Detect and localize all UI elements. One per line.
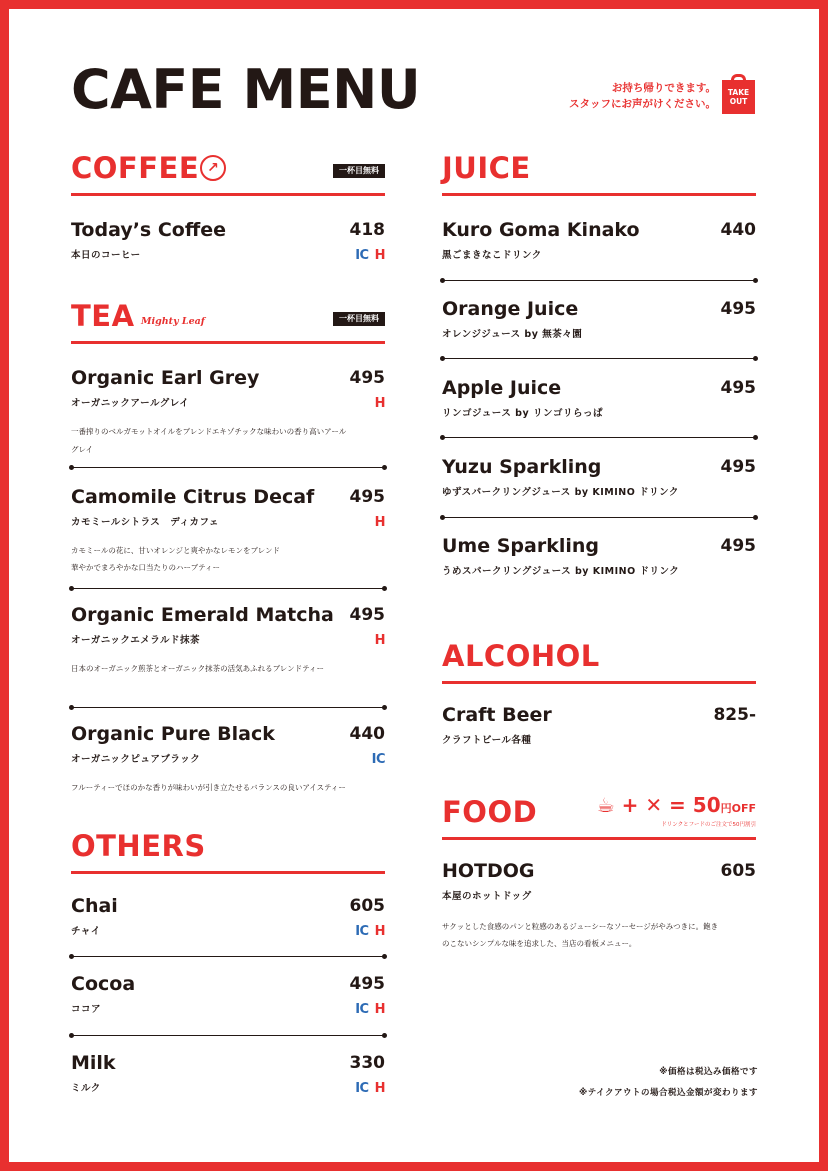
first-cup-free-badge: 一杯目無料: [333, 164, 385, 178]
item-description: カモミールの花に、甘いオレンジと爽やかなレモンをブレンド: [71, 546, 280, 555]
tea-heading: TEA: [71, 299, 135, 333]
item-name: HOTDOG: [442, 860, 535, 882]
first-cup-free-badge: 一杯目無料: [333, 312, 385, 326]
item-name-jp: オーガニックアールグレイ: [71, 398, 190, 409]
alcohol-section: [442, 640, 756, 684]
promo-yen: 円OFF: [720, 802, 756, 815]
coffee-section: [71, 152, 385, 196]
item-divider: [71, 956, 385, 957]
item-name: Craft Beer: [442, 704, 552, 726]
item-name-jp: 本日のコーヒー: [71, 250, 141, 261]
item-divider: [71, 467, 385, 468]
item-name: Organic Emerald Matcha: [71, 604, 334, 626]
food-heading: FOOD: [442, 795, 538, 829]
item-divider: [442, 358, 756, 359]
item-price: 495: [720, 299, 756, 319]
iced-icon: IC: [355, 248, 369, 263]
item-name-jp: ココア: [71, 1004, 102, 1015]
takeout-notice: [569, 80, 716, 112]
item-price: 440: [720, 220, 756, 240]
item-description: 華やかでまろやかな口当たりのハーブティー: [71, 563, 221, 572]
item-price: 825-: [713, 705, 756, 725]
hot-icon: H: [374, 1002, 385, 1017]
item-price: 495: [349, 974, 385, 994]
item-price: 495: [720, 536, 756, 556]
item-divider: [442, 437, 756, 438]
alcohol-heading: ALCOHOL: [442, 639, 600, 673]
item-name: Kuro Goma Kinako: [442, 219, 640, 241]
promo-subtext: ドリンクとフードのご注文で50円割引: [661, 822, 756, 828]
coffee-logo-icon: ↗: [200, 155, 226, 181]
item-price: 440: [349, 724, 385, 744]
item-price: 418: [349, 220, 385, 240]
item-price: 495: [349, 487, 385, 507]
item-name: Chai: [71, 895, 118, 917]
item-divider: [71, 1035, 385, 1036]
item-name-jp: カモミールシトラス ディカフェ: [71, 517, 220, 528]
juice-section: [442, 152, 756, 196]
tea-section: [71, 300, 385, 344]
others-section: [71, 830, 385, 874]
iced-icon: IC: [371, 752, 385, 767]
juice-heading: JUICE: [442, 151, 531, 185]
item-name: Organic Earl Grey: [71, 367, 260, 389]
hot-icon: H: [374, 1081, 385, 1096]
item-name-jp: うめスパークリングジュース by KIMINO ドリンク: [442, 566, 680, 577]
takeout-notice-line1: お持ち帰りできます。: [611, 82, 716, 94]
item-divider: [71, 707, 385, 708]
takeout-badge-line2: OUT: [729, 97, 748, 106]
hot-icon: H: [374, 396, 385, 411]
item-name: Organic Pure Black: [71, 723, 275, 745]
item-name: Camomile Citrus Decaf: [71, 486, 315, 508]
item-price: 605: [720, 861, 756, 881]
iced-icon: IC: [355, 1002, 369, 1017]
item-name-jp: オレンジジュース by 無茶々園: [442, 329, 583, 340]
item-name: Milk: [71, 1052, 116, 1074]
hot-icon: H: [374, 924, 385, 939]
note-tax-included: ※価格は税込み価格です: [659, 1067, 758, 1077]
promo-main: + ✕ = 50: [621, 793, 721, 817]
item-name: Today’s Coffee: [71, 219, 227, 241]
item-divider: [442, 517, 756, 518]
item-name: Cocoa: [71, 973, 136, 995]
note-takeout-price: ※テイクアウトの場合税込金額が変わります: [578, 1088, 758, 1098]
item-description: サクッとした食感のパンと粒感のあるジューシーなソーセージがやみつきに。飽き: [442, 922, 719, 931]
item-description: グレイ: [71, 445, 94, 454]
item-name-jp: 本屋のホットドッグ: [442, 891, 532, 902]
item-name-jp: クラフトビール各種: [442, 735, 532, 746]
item-name-jp: ミルク: [71, 1083, 101, 1094]
item-price: 605: [349, 896, 385, 916]
item-price: 495: [720, 457, 756, 477]
item-divider: [442, 280, 756, 281]
mighty-leaf-logo: Mighty Leaf: [141, 316, 205, 327]
item-name: Apple Juice: [442, 377, 562, 399]
takeout-bag-icon: [722, 74, 755, 114]
item-name-jp: チャイ: [71, 926, 101, 937]
food-section: [442, 793, 756, 840]
item-price: 330: [349, 1053, 385, 1073]
item-name: Orange Juice: [442, 298, 579, 320]
item-name-jp: オーガニックエメラルド抹茶: [71, 635, 200, 646]
item-description: 日本のオーガニック煎茶とオーガニック抹茶の活気あふれるブレンドティー: [71, 664, 325, 673]
takeout-notice-line2: スタッフにお声がけください。: [569, 98, 716, 110]
item-name-jp: 黒ごまきなこドリンク: [442, 250, 542, 261]
item-name-jp: ゆずスパークリングジュース by KIMINO ドリンク: [442, 487, 679, 498]
iced-icon: IC: [355, 924, 369, 939]
hot-icon: H: [374, 633, 385, 648]
item-description: フルーティーでほのかな香りが味わいが引き立たせるバランスの良いアイスティー: [71, 783, 346, 792]
page-title: CAFE MENU: [71, 58, 421, 121]
item-name: Yuzu Sparkling: [442, 456, 602, 478]
item-description: 一番搾りのベルガモットオイルをブレンドエキゾチックな味わいの香り高いアール: [71, 427, 347, 436]
item-divider: [71, 588, 385, 589]
coffee-cup-icon: ☕: [596, 793, 615, 817]
hot-icon: H: [374, 248, 385, 263]
footer-notes: [579, 1062, 758, 1104]
item-price: 495: [349, 368, 385, 388]
takeout-badge-line1: TAKE: [727, 88, 750, 97]
iced-icon: IC: [355, 1081, 369, 1096]
item-name-jp: オーガニックピュアブラック: [71, 754, 201, 765]
combo-discount-promo: [597, 794, 756, 829]
item-price: 495: [349, 605, 385, 625]
item-price: 495: [720, 378, 756, 398]
item-name-jp: リンゴジュース by リンゴリらっぱ: [442, 408, 603, 419]
others-heading: OTHERS: [71, 829, 206, 863]
item-name: Ume Sparkling: [442, 535, 599, 557]
item-description: のこないシンプルな味を追求した、当店の看板メニュー。: [442, 939, 637, 948]
hot-icon: H: [374, 515, 385, 530]
coffee-heading: COFFEE: [71, 151, 200, 185]
